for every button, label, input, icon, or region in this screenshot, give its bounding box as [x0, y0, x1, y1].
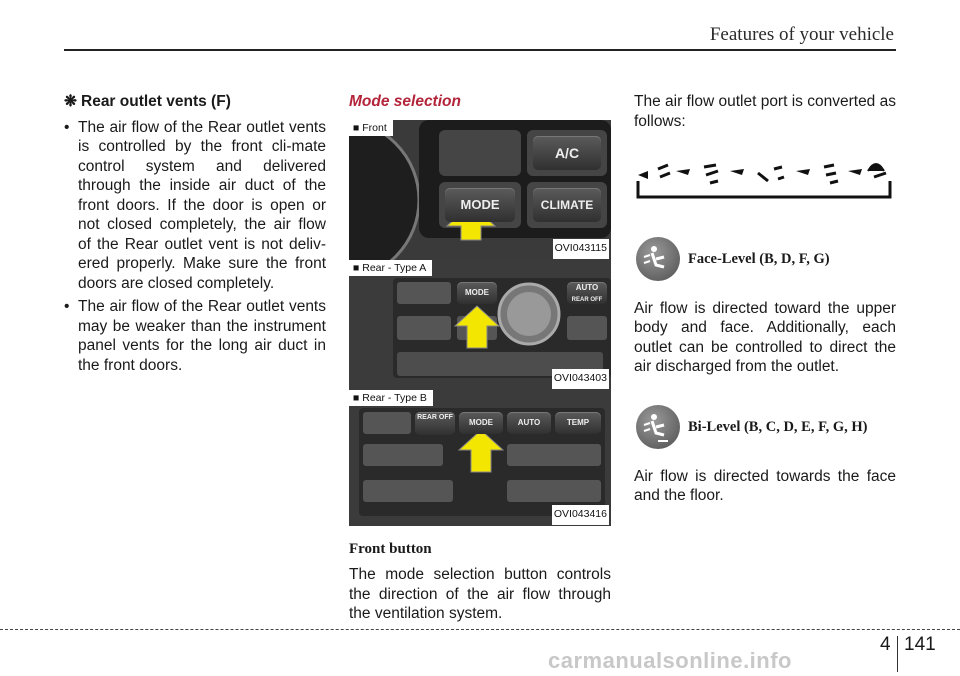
photo-caption: ■ Front: [349, 120, 393, 136]
photo-rear-type-a: [349, 260, 611, 390]
photo-caption: ■ Rear - Type A: [349, 260, 432, 276]
photo-caption: ■ Rear - Type B: [349, 390, 433, 406]
column-outlet-modes: [634, 92, 896, 506]
rear-off-button: REAR OFF: [415, 412, 455, 435]
mode-cycle-diagram: [634, 151, 896, 203]
page-number: 141: [904, 634, 936, 655]
bi-level-icon: [636, 405, 680, 449]
column-mode-selection: [349, 92, 611, 624]
climate-button: CLIMATE: [533, 188, 601, 222]
bullet-item: • The air flow of the Rear outlet vents is controlled by the front cli-mate control system and delivered through the inside air duct of the front doors. If the door is open or not closed completely, the air flow of the Rear outlet vent is not deliv-ered properly. Make sure the front doors are closed completely.: [64, 118, 326, 294]
temp-button: TEMP: [555, 412, 601, 434]
footer-rule: [0, 629, 960, 630]
face-level-label: Face-Level (B, D, F, G): [688, 250, 830, 267]
intro-text: The air flow outlet port is converted as follows:: [634, 93, 896, 130]
front-button-text: The mode selection button controls the direction of the air flow through the ventilation system.: [349, 566, 611, 622]
bi-level-text: Air flow is directed towards the face and the floor.: [634, 467, 896, 504]
photo-rear-type-b: [349, 390, 611, 526]
photo-code: OVI043416: [552, 505, 609, 525]
bullet-item: • The air flow of the Rear outlet vents may be weaker than the instrument panel vents for the long air duct in the front doors.: [64, 297, 326, 375]
mode-face-level: [634, 237, 896, 285]
bi-level-label: Bi-Level (B, C, D, E, F, G, H): [688, 418, 868, 435]
front-button-heading: Front button: [349, 540, 432, 557]
ac-button: A/C: [533, 136, 601, 170]
photo-code: OVI043403: [552, 369, 609, 389]
page-separator: [897, 636, 898, 672]
mode-bi-level: [634, 405, 896, 453]
asterisk-symbol: ❋: [64, 93, 77, 110]
mode-button: MODE: [457, 282, 497, 304]
header-title: Features of your vehicle: [709, 24, 894, 45]
face-level-icon: [636, 237, 680, 281]
photo-code: OVI043115: [553, 239, 609, 259]
face-level-text: Air flow is directed toward the upper body and face. Additionally, each outlet can be controlled to direct the air discharged from the outlet.: [634, 299, 896, 375]
header-rule: [64, 49, 896, 51]
column-rear-outlet: [64, 92, 326, 379]
chapter-number: 4: [880, 634, 891, 655]
auto-button: AUTO: [507, 412, 551, 434]
mode-button: MODE: [445, 188, 515, 222]
section-heading: ❋ Rear outlet vents (F): [64, 93, 231, 110]
auto-button: AUTO REAR OFF: [567, 282, 607, 304]
watermark: carmanualsonline.info: [548, 648, 792, 673]
photo-front-panel: [349, 120, 611, 260]
mode-button: MODE: [459, 412, 503, 434]
section-heading: Mode selection: [349, 93, 461, 110]
